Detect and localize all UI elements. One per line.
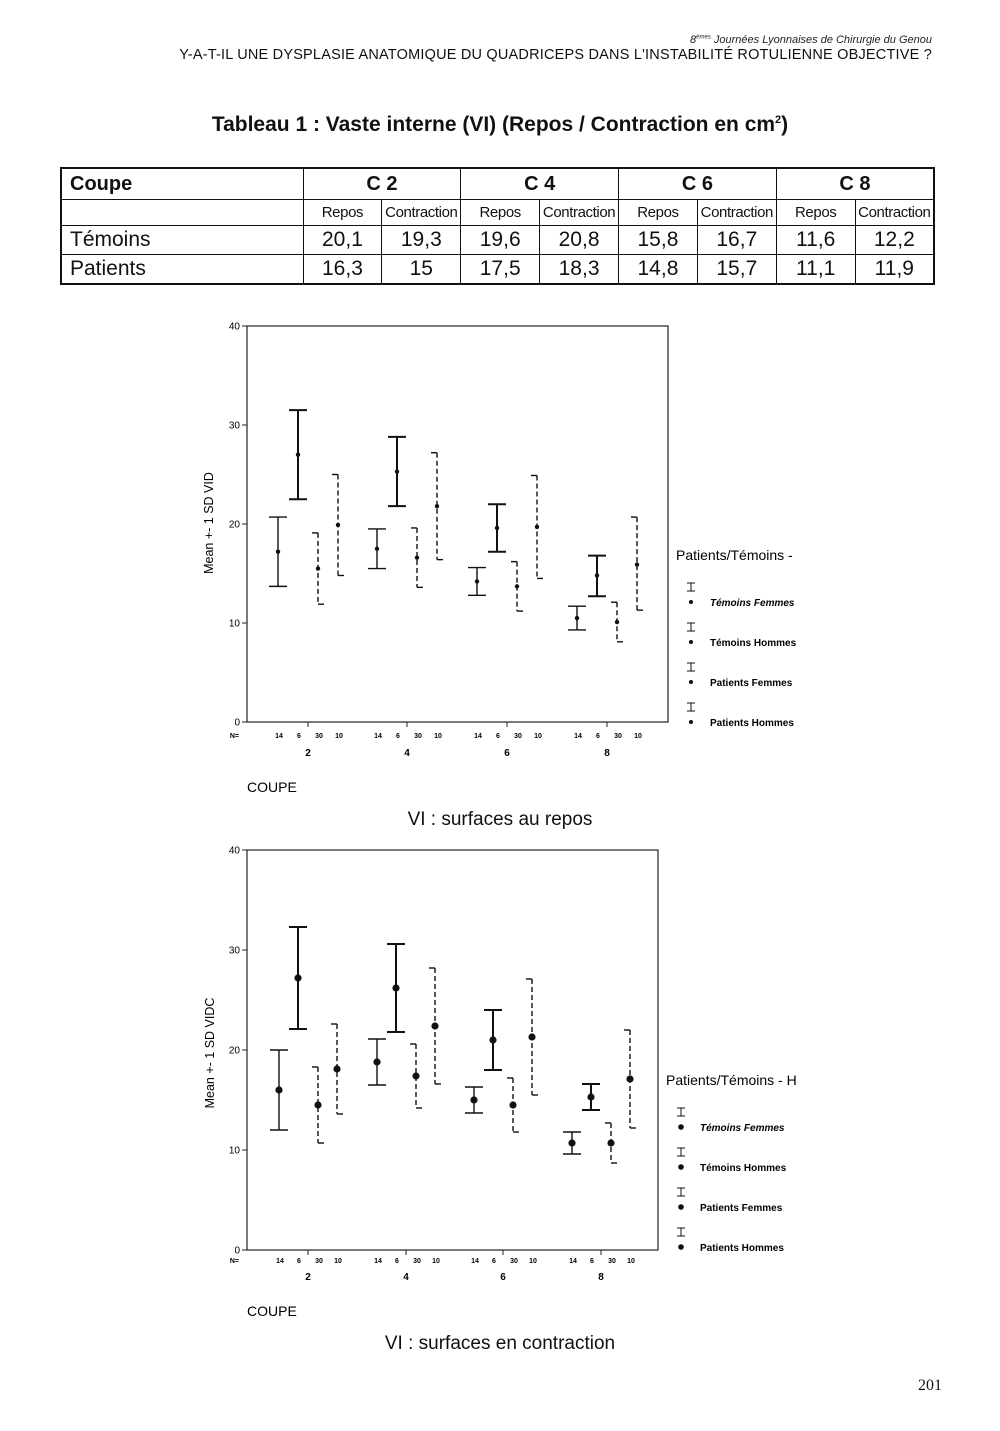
mean-point [333, 1065, 340, 1072]
error-bar [526, 979, 538, 1095]
table-cell: 14,8 [619, 255, 698, 285]
n-value: 10 [432, 1258, 440, 1265]
error-bar [312, 1067, 324, 1143]
n-value: 6 [395, 1258, 399, 1265]
mean-point [314, 1101, 321, 1108]
n-value: 10 [334, 1258, 342, 1265]
table-title: Tableau 1 : Vaste interne (VI) (Repos / Contraction en $cm^2$) [211, 113, 789, 136]
mean-point [294, 974, 301, 981]
legend-title: Patients/Témoins - H [666, 1072, 797, 1088]
mean-point [415, 555, 419, 559]
subheader-cell: Repos [619, 200, 698, 226]
running-head-article-title: Y-A-T-IL UNE DYSPLASIE ANATOMIQUE DU QUADRICEPS DANS L'INSTABILITÉ ROTULIENNE OBJECTIVE ? [179, 47, 932, 63]
error-bar [368, 529, 386, 569]
legend-label: Patients Hommes [700, 1243, 784, 1254]
n-value: 10 [434, 733, 442, 740]
caption-contraction: VI : surfaces en contraction [384, 1333, 616, 1354]
y-tick-label: 0 [234, 717, 240, 729]
table-cell: 15,7 [697, 255, 776, 285]
n-value: 14 [374, 1258, 382, 1265]
error-bar [332, 475, 344, 576]
n-value: 10 [335, 733, 343, 740]
error-bar [563, 1132, 581, 1154]
n-value: 6 [396, 733, 400, 740]
x-category-label: 8 [598, 1272, 604, 1283]
mean-point [470, 1096, 477, 1103]
empty-cell [61, 200, 303, 226]
subheader-cell: Contraction [697, 200, 776, 226]
mean-point [595, 573, 599, 577]
error-bar [582, 1084, 600, 1110]
mean-point [316, 566, 320, 570]
caption-repos: VI : surfaces au repos [407, 809, 593, 830]
error-bar [410, 1044, 422, 1108]
legend-entry [677, 1108, 785, 1134]
legend-label: Patients Hommes [710, 718, 794, 729]
y-tick-label: 20 [228, 519, 240, 531]
mean-point [575, 616, 579, 620]
error-bar [611, 602, 623, 642]
legend-dot-icon [689, 640, 693, 644]
n-value: 6 [496, 733, 500, 740]
data-table [60, 167, 935, 285]
n-value: 6 [297, 1258, 301, 1265]
running-head-journal: 8èmes Journées Lyonnaises de Chirurgie du Genou [690, 34, 932, 46]
legend-label: Témoins Hommes [700, 1163, 787, 1174]
n-label: N= [229, 733, 239, 740]
subheader-cell: Repos [776, 200, 855, 226]
subheader-cell: Contraction [382, 200, 461, 226]
legend-entry [687, 583, 795, 609]
table-cell: 11,9 [855, 255, 934, 285]
legend-dot-icon [678, 1124, 684, 1130]
n-value: 30 [414, 733, 422, 740]
n-value: 6 [492, 1258, 496, 1265]
x-category-label: 4 [404, 748, 410, 759]
table-cell: 20,8 [540, 226, 619, 255]
error-bar [507, 1078, 519, 1132]
n-value: 30 [608, 1258, 616, 1265]
legend-dot-icon [689, 680, 693, 684]
n-label: N= [229, 1258, 239, 1265]
n-value: 10 [529, 1258, 537, 1265]
error-bar [387, 944, 405, 1032]
n-value: 6 [596, 733, 600, 740]
legend-dot-icon [678, 1244, 684, 1250]
n-value: 30 [614, 733, 622, 740]
mean-point [373, 1058, 380, 1065]
row-label: Patients [61, 255, 303, 285]
n-value: 30 [315, 733, 323, 740]
table-subheader-row [61, 200, 934, 226]
mean-point [528, 1033, 535, 1040]
y-tick-label: 30 [228, 945, 240, 957]
legend-label: Témoins Femmes [710, 598, 795, 609]
table-cell: 17,5 [461, 255, 540, 285]
error-bar [388, 437, 406, 506]
legend-entry [687, 663, 793, 689]
mean-point [296, 453, 300, 457]
x-category-label: 4 [403, 1272, 409, 1283]
chart-vi-repos [0, 310, 1000, 810]
table-cell: 16,7 [697, 226, 776, 255]
legend-entry [687, 703, 794, 729]
table-cell: 19,3 [382, 226, 461, 255]
table-header-row [61, 168, 934, 200]
legend-label: Patients Femmes [700, 1203, 783, 1214]
error-bar [431, 453, 443, 560]
x-axis-label: COUPE [247, 779, 297, 795]
mean-point [607, 1139, 614, 1146]
n-value: 14 [471, 1258, 479, 1265]
table-cell: 18,3 [540, 255, 619, 285]
legend-dot-icon [678, 1204, 684, 1210]
group-header-c2: C 2 [303, 168, 461, 200]
x-category-label: 8 [604, 748, 610, 759]
error-bar [312, 533, 324, 604]
table-cell: 11,1 [776, 255, 855, 285]
y-axis-label: Mean +- 1 SD VID [202, 472, 216, 574]
n-value: 14 [474, 733, 482, 740]
error-bar [368, 1039, 386, 1085]
x-category-label: 6 [504, 748, 510, 759]
y-tick-label: 40 [228, 845, 240, 857]
y-tick-label: 10 [228, 618, 240, 630]
n-value: 6 [297, 733, 301, 740]
corner-label: Coupe [61, 168, 303, 200]
mean-point [431, 1022, 438, 1029]
mean-point [615, 620, 619, 624]
page-number: 201 [918, 1377, 942, 1394]
error-bar [531, 475, 543, 578]
n-value: 14 [275, 733, 283, 740]
n-value: 14 [569, 1258, 577, 1265]
n-value: 10 [634, 733, 642, 740]
legend-entry [677, 1188, 783, 1214]
mean-point [495, 526, 499, 530]
plot-frame [247, 850, 658, 1250]
subheader-cell: Contraction [855, 200, 934, 226]
n-value: 30 [510, 1258, 518, 1265]
n-value: 6 [590, 1258, 594, 1265]
table-cell: 20,1 [303, 226, 382, 255]
x-category-label: 2 [305, 1272, 311, 1283]
table-cell: 11,6 [776, 226, 855, 255]
n-value: 10 [627, 1258, 635, 1265]
mean-point [515, 584, 519, 588]
mean-point [626, 1075, 633, 1082]
legend-entry [677, 1148, 787, 1174]
error-bar [289, 927, 307, 1029]
table-row-temoins [61, 226, 934, 255]
n-value: 14 [374, 733, 382, 740]
y-tick-label: 0 [234, 1245, 240, 1257]
x-category-label: 2 [305, 748, 311, 759]
subheader-cell: Contraction [540, 200, 619, 226]
n-value: 30 [514, 733, 522, 740]
mean-point [535, 525, 539, 529]
mean-point [587, 1093, 594, 1100]
subheader-cell: Repos [303, 200, 382, 226]
table-cell: 15 [382, 255, 461, 285]
error-bar [484, 1010, 502, 1070]
error-bar [270, 1050, 288, 1130]
error-bar [411, 528, 423, 587]
mean-point [435, 504, 439, 508]
error-bar [331, 1024, 343, 1114]
error-bar [488, 504, 506, 552]
x-category-label: 6 [500, 1272, 506, 1283]
legend-dot-icon [689, 600, 693, 604]
n-value: 30 [315, 1258, 323, 1265]
mean-point [395, 469, 399, 473]
mean-point [412, 1072, 419, 1079]
y-tick-label: 20 [228, 1045, 240, 1057]
mean-point [475, 579, 479, 583]
legend-dot-icon [678, 1164, 684, 1170]
error-bar [289, 410, 307, 499]
y-tick-label: 30 [228, 420, 240, 432]
legend-title: Patients/Témoins - [676, 547, 793, 563]
x-axis-label: COUPE [247, 1303, 297, 1319]
table-row-patients [61, 255, 934, 285]
n-value: 10 [534, 733, 542, 740]
n-value: 14 [276, 1258, 284, 1265]
legend-label: Patients Femmes [710, 678, 793, 689]
table-cell: 12,2 [855, 226, 934, 255]
mean-point [635, 562, 639, 566]
row-label: Témoins [61, 226, 303, 255]
group-header-c6: C 6 [619, 168, 777, 200]
table-cell: 15,8 [619, 226, 698, 255]
mean-point [275, 1086, 282, 1093]
legend-entry [687, 623, 797, 649]
error-bar [468, 568, 486, 596]
error-bar [511, 562, 523, 612]
group-header-c4: C 4 [461, 168, 619, 200]
n-value: 14 [574, 733, 582, 740]
mean-point [568, 1139, 575, 1146]
error-bar [631, 517, 643, 610]
y-axis-label: Mean +- 1 SD VIDC [203, 997, 217, 1109]
error-bar [465, 1087, 483, 1113]
plot-frame [247, 326, 668, 722]
n-value: 30 [413, 1258, 421, 1265]
mean-point [375, 547, 379, 551]
mean-point [489, 1036, 496, 1043]
mean-point [276, 550, 280, 554]
error-bar [605, 1123, 617, 1163]
subheader-cell: Repos [461, 200, 540, 226]
table-cell: 16,3 [303, 255, 382, 285]
legend-entry [677, 1228, 784, 1254]
legend-dot-icon [689, 720, 693, 724]
y-tick-label: 10 [228, 1145, 240, 1157]
legend-label: Témoins Femmes [700, 1123, 785, 1134]
mean-point [336, 523, 340, 527]
legend-label: Témoins Hommes [710, 638, 797, 649]
mean-point [509, 1101, 516, 1108]
table-cell: 19,6 [461, 226, 540, 255]
chart-vi-contraction [0, 838, 1000, 1328]
error-bar [624, 1030, 636, 1128]
error-bar [429, 968, 441, 1084]
mean-point [392, 984, 399, 991]
group-header-c8: C 8 [776, 168, 934, 200]
error-bar [568, 606, 586, 630]
y-tick-label: 40 [228, 321, 240, 333]
error-bar [269, 517, 287, 586]
error-bar [588, 556, 606, 597]
